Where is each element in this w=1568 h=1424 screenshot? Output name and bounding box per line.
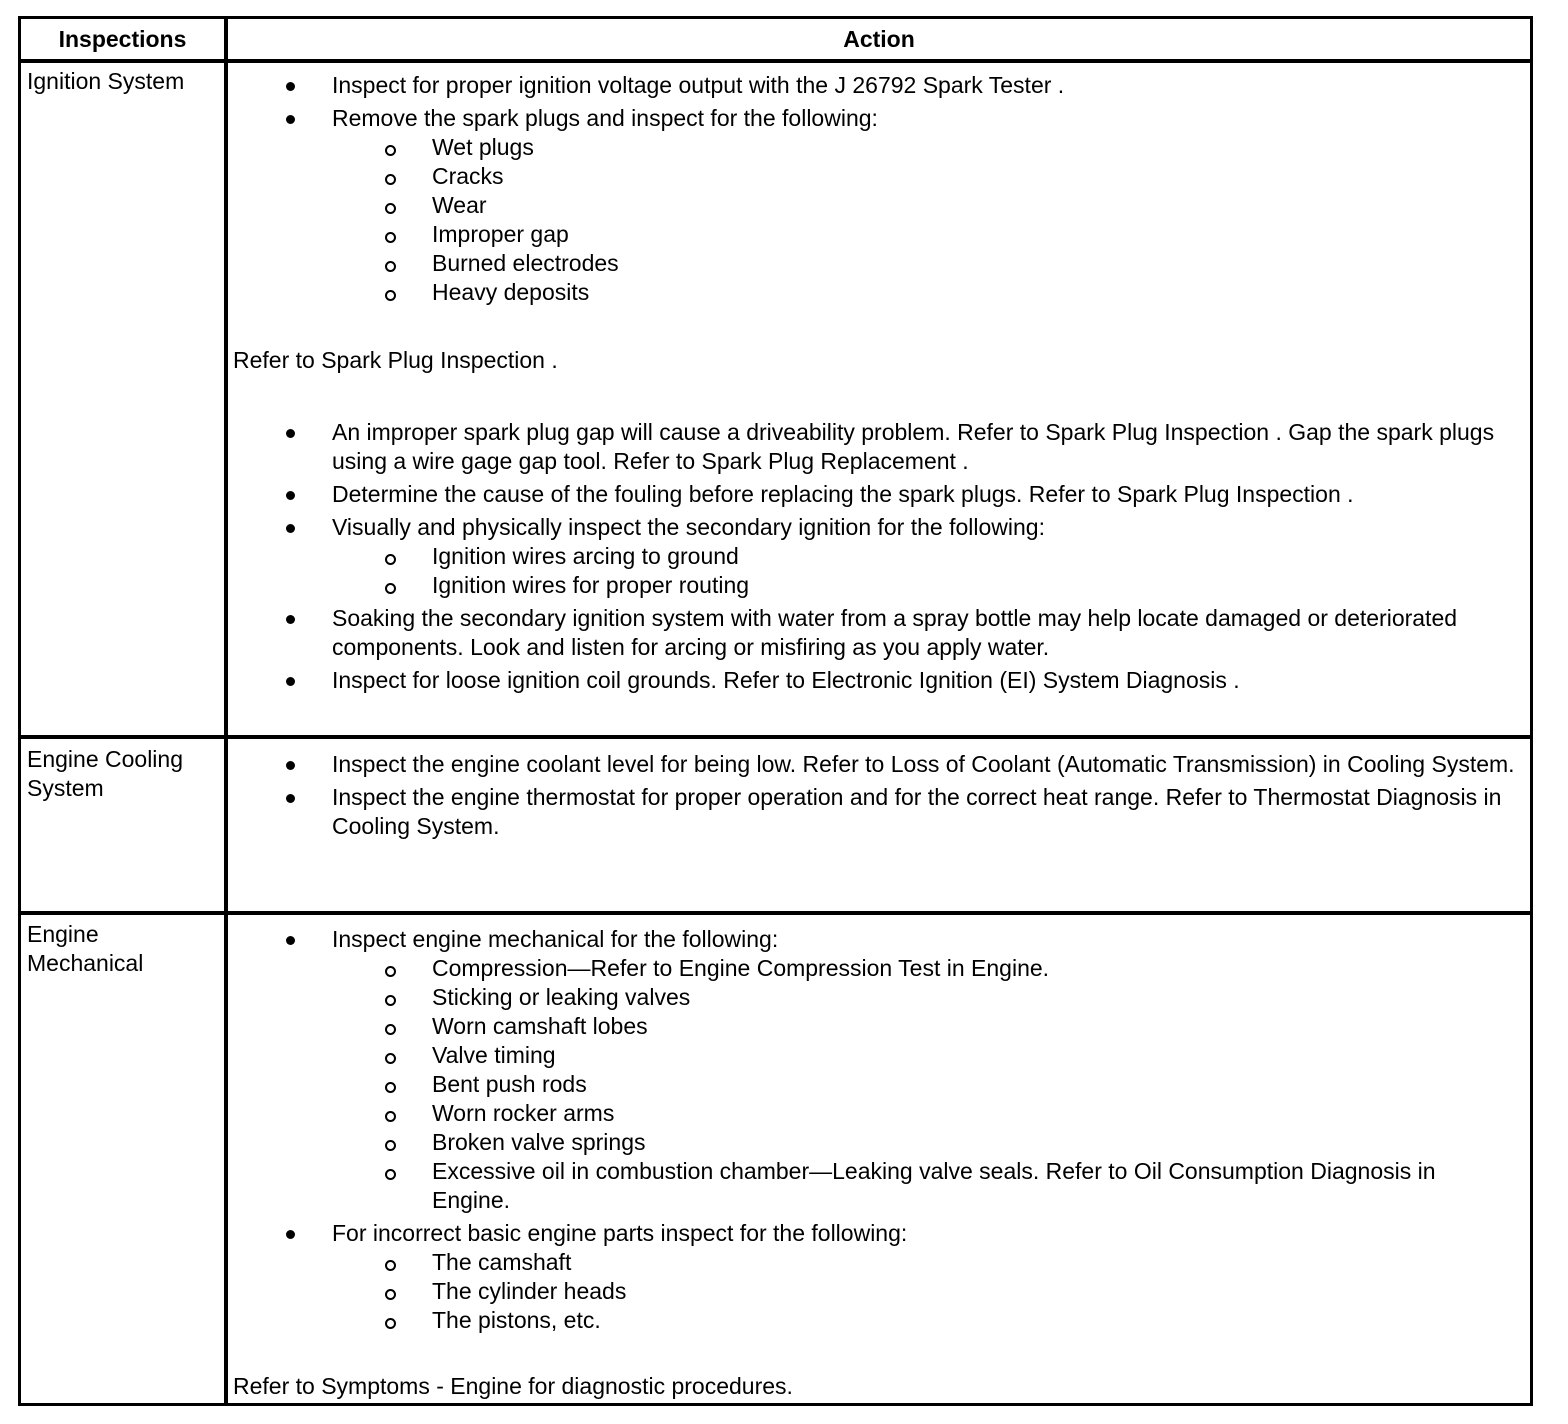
sub-list: [228, 133, 1524, 307]
actions-ignition-block1: [228, 71, 1530, 311]
paragraph-text: Refer to Spark Plug Inspection .: [233, 347, 558, 373]
bullet-text: Remove the spark plugs and inspect for the following:: [332, 105, 878, 131]
bullet-list: [228, 750, 1530, 841]
bullet-text: Inspect the engine coolant level for being low. Refer to Loss of Coolant (Automatic Transmission) in Cooling System.: [332, 751, 1515, 777]
inspection-table: [18, 16, 1533, 1406]
sub-item: Sticking or leaking valves: [228, 983, 1524, 1012]
bullet-text: Visually and physically inspect the secondary ignition for the following:: [332, 514, 1045, 540]
list-item: [228, 418, 1530, 476]
row-divider: [21, 735, 1530, 739]
sub-list: [228, 954, 1524, 1215]
list-item: [228, 750, 1530, 779]
row-divider: [21, 911, 1530, 915]
bullet-text: Inspect for loose ignition coil grounds. Refer to Electronic Ignition (EI) System Diagnosis .: [332, 667, 1240, 693]
sub-item: Worn camshaft lobes: [228, 1012, 1524, 1041]
sub-item: Broken valve springs: [228, 1128, 1524, 1157]
sub-item: Ignition wires arcing to ground: [228, 542, 1524, 571]
list-item: [228, 783, 1530, 841]
sub-item: Heavy deposits: [228, 278, 1524, 307]
bullet-text: Inspect the engine thermostat for proper operation and for the correct heat range. Refer to Thermostat Diagnosis in Cooling System.: [332, 784, 1502, 839]
list-item: [228, 604, 1530, 662]
header-inspections: Inspections: [58, 26, 187, 52]
list-item: [228, 480, 1530, 509]
header-action: Action: [843, 26, 915, 52]
sub-item: Excessive oil in combustion chamber—Leaking valve seals. Refer to Oil Consumption Diagnosis in Engine.: [228, 1157, 1524, 1215]
bullet-list: [228, 925, 1530, 1335]
actions-cooling: [228, 750, 1530, 845]
sub-item: Cracks: [228, 162, 1524, 191]
bullet-text: An improper spark plug gap will cause a driveability problem. Refer to Spark Plug Inspection . Gap the spark plugs using a wire gage gap tool. Refer to Spark Plug Replacement .: [332, 419, 1495, 474]
category-ignition-system: Ignition System: [27, 68, 185, 94]
sub-item: Bent push rods: [228, 1070, 1524, 1099]
sub-item: Ignition wires for proper routing: [228, 571, 1524, 600]
sub-item: Compression—Refer to Engine Compression Test in Engine.: [228, 954, 1524, 983]
actions-mechanical: [228, 925, 1530, 1339]
header-divider: [21, 59, 1530, 63]
category-engine-mechanical: Engine Mechanical: [27, 921, 144, 976]
bullet-text: Determine the cause of the fouling before replacing the spark plugs. Refer to Spark Plug Inspection .: [332, 481, 1354, 507]
sub-item: Wet plugs: [228, 133, 1524, 162]
sub-item: Improper gap: [228, 220, 1524, 249]
sub-item: Wear: [228, 191, 1524, 220]
sub-item: The pistons, etc.: [228, 1306, 1524, 1335]
list-item: [228, 513, 1530, 600]
bullet-text: Inspect for proper ignition voltage output with the J 26792 Spark Tester .: [332, 72, 1065, 98]
list-item: [228, 104, 1530, 307]
sub-list: [228, 1248, 1524, 1335]
sub-item: The cylinder heads: [228, 1277, 1524, 1306]
bullet-text: Soaking the secondary ignition system with water from a spray bottle may help locate damaged or deteriorated components. Look and listen for arcing or misfiring as you apply water.: [332, 605, 1458, 660]
sub-list: [228, 542, 1524, 600]
bullet-text: For incorrect basic engine parts inspect for the following:: [332, 1220, 908, 1246]
bullet-text: Inspect engine mechanical for the following:: [332, 926, 779, 952]
sub-item: Burned electrodes: [228, 249, 1524, 278]
sub-item: Valve timing: [228, 1041, 1524, 1070]
paragraph-text: Refer to Symptoms - Engine for diagnostic procedures.: [233, 1373, 793, 1399]
bullet-list: [228, 418, 1530, 695]
sub-item: Worn rocker arms: [228, 1099, 1524, 1128]
bullet-list: [228, 71, 1530, 307]
list-item: [228, 1219, 1530, 1335]
actions-ignition-block2: [228, 418, 1530, 699]
sub-item: The camshaft: [228, 1248, 1524, 1277]
category-engine-cooling-system: Engine Cooling System: [27, 746, 184, 801]
list-item: [228, 666, 1530, 695]
list-item: [228, 71, 1530, 100]
list-item: [228, 925, 1530, 1215]
